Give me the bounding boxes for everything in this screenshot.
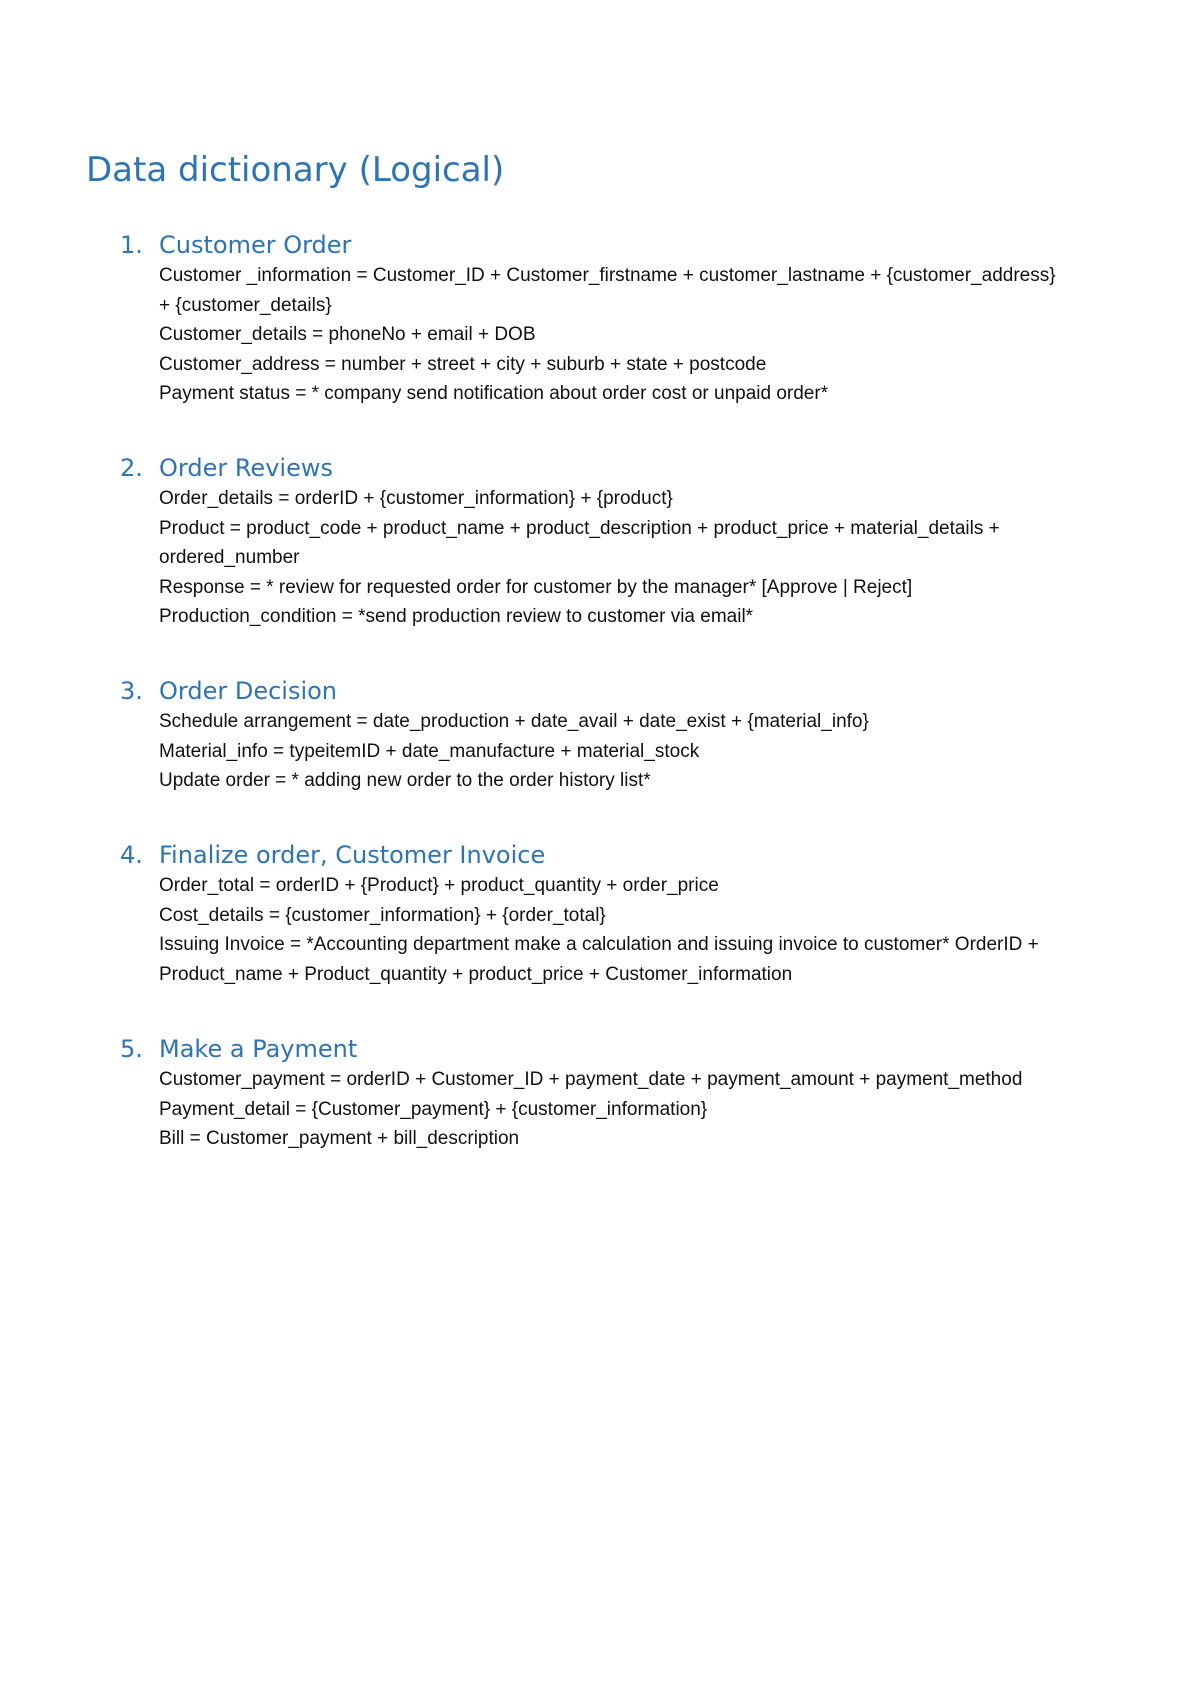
definition-line: Order_total = orderID + {Product} + product_quantity + order_price	[159, 875, 719, 896]
definition-line: Update order = * adding new order to the order history list*	[159, 770, 651, 791]
section-heading	[120, 839, 1140, 871]
definition-line: Customer_payment = orderID + Customer_ID + payment_date + payment_amount + payment_method	[159, 1069, 1023, 1090]
definition-line: + {customer_details}	[159, 294, 332, 316]
definition-line: Cost_details = {customer_information} + {order_total}	[159, 904, 606, 926]
section-make-a-payment	[120, 1033, 1140, 1154]
definition-line: ordered_number	[159, 547, 300, 568]
definition-line: Order_details = orderID + {customer_information} + {product}	[159, 488, 673, 509]
definition-line: Product = product_code + product_name + product_description + product_price + material_details +	[159, 517, 1000, 539]
section-order-decision	[120, 675, 1140, 796]
section-number: 5.	[120, 1035, 143, 1063]
definition-line: Bill = Customer_payment + bill_description	[159, 1128, 520, 1149]
definition-line: Schedule arrangement = date_production + date_avail + date_exist + {material_info}	[159, 711, 869, 732]
section-heading	[120, 675, 1140, 707]
definition-line: Customer _information = Customer_ID + Customer_firstname + customer_lastname + {customer_address}	[159, 265, 1056, 286]
definition-line: Payment status = * company send notification about order cost or unpaid order*	[159, 383, 829, 404]
section-body	[120, 484, 1140, 632]
definition-line: Material_info = typeitemID + date_manufacture + material_stock	[159, 740, 700, 762]
definition-line: Customer_address = number + street + city + suburb + state + postcode	[159, 353, 767, 375]
section-number: 1.	[120, 231, 143, 259]
section-number: 2.	[120, 454, 143, 482]
page-title: Data dictionary (Logical)	[86, 150, 505, 190]
section-heading	[120, 452, 1140, 484]
section-number: 4.	[120, 841, 143, 869]
definition-line: Product_name + Product_quantity + product_price + Customer_information	[159, 963, 793, 985]
section-finalize-order	[120, 839, 1140, 989]
section-title: Finalize order, Customer Invoice	[159, 841, 546, 869]
section-body	[120, 261, 1140, 409]
definition-line: Payment_detail = {Customer_payment} + {customer_information}	[159, 1098, 708, 1120]
definition-line: Issuing Invoice = *Accounting department make a calculation and issuing invoice to customer* OrderID +	[159, 934, 1039, 955]
section-title: Order Reviews	[159, 454, 333, 482]
section-heading	[120, 1033, 1140, 1065]
section-body	[120, 1065, 1140, 1154]
section-title: Customer Order	[159, 231, 352, 259]
definition-line: Production_condition = *send production review to customer via email*	[159, 606, 754, 627]
section-body	[120, 871, 1140, 989]
definition-line: Customer_details = phoneNo + email + DOB	[159, 324, 536, 345]
section-body	[120, 707, 1140, 796]
definition-line: Response = * review for requested order for customer by the manager* [Approve | Reject]	[159, 576, 913, 598]
section-order-reviews	[120, 452, 1140, 632]
section-number: 3.	[120, 677, 143, 705]
section-customer-order	[120, 229, 1140, 409]
section-title: Order Decision	[159, 677, 338, 705]
section-title: Make a Payment	[159, 1035, 358, 1063]
section-heading	[120, 229, 1140, 261]
